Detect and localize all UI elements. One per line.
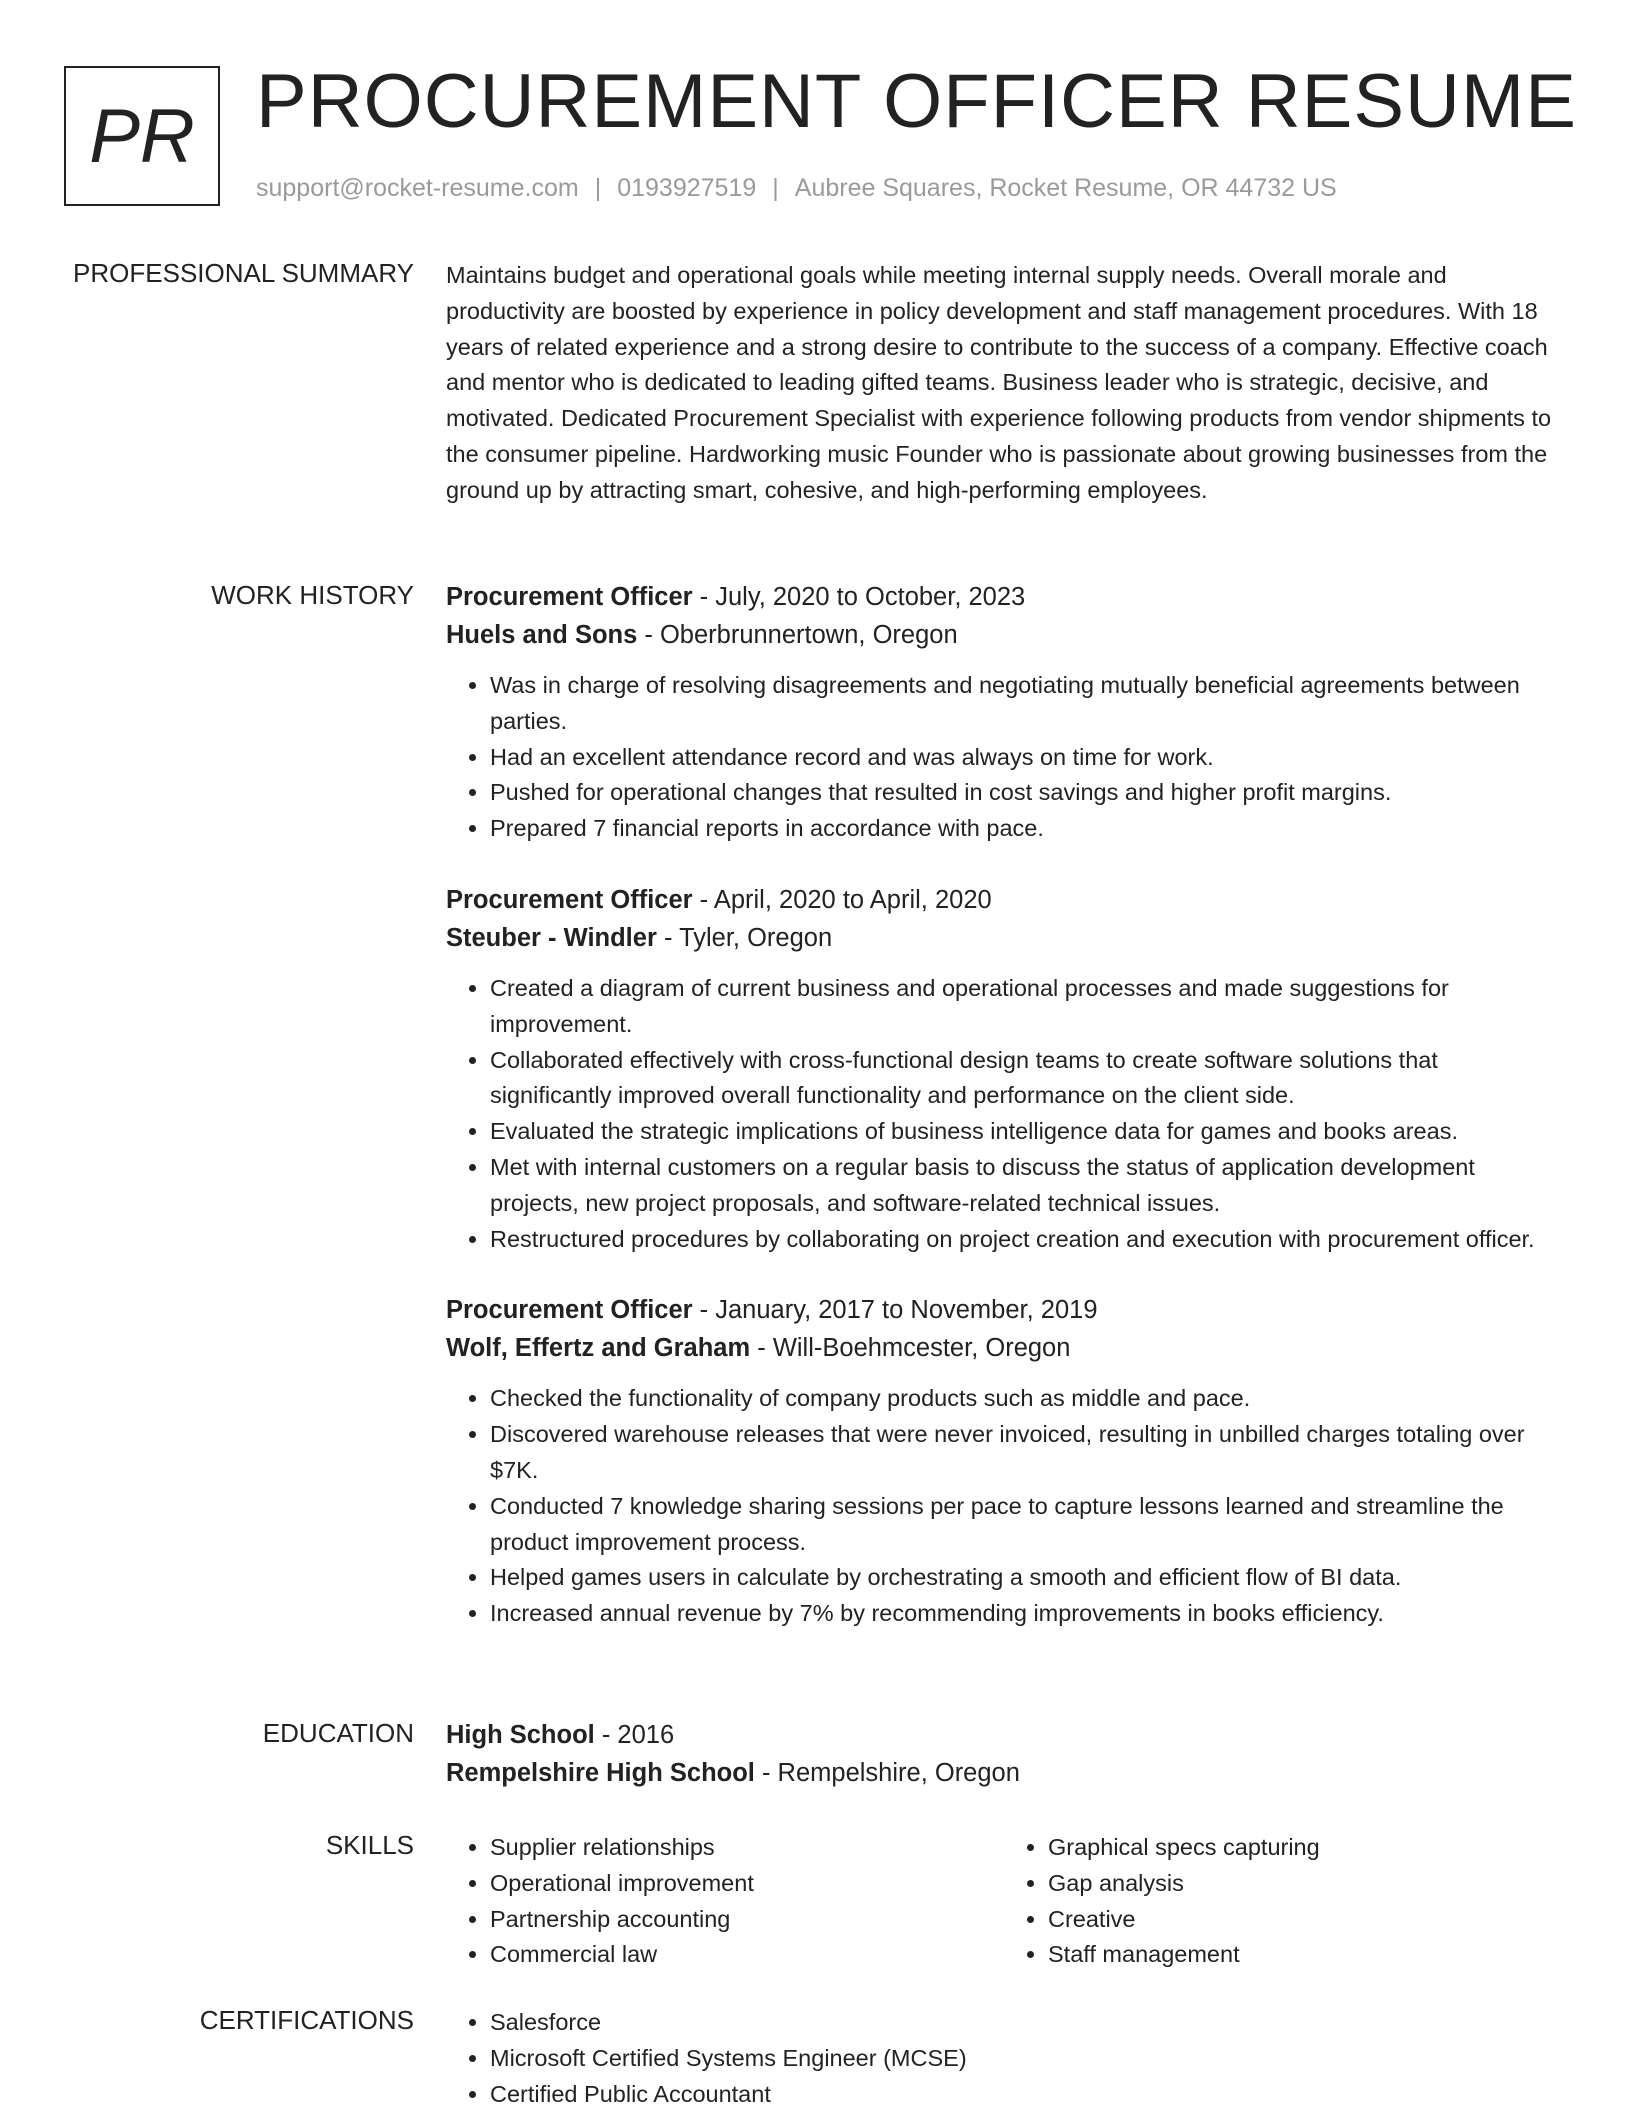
job-entry xyxy=(446,881,1562,1257)
job-title-line xyxy=(446,578,1562,616)
skills-list-right xyxy=(1004,1830,1562,1973)
list-item: • Was in charge of resolving disagreements and negotiating mutually beneficial agreements between parties. xyxy=(490,668,1562,740)
education-year: - 2016 xyxy=(594,1721,675,1749)
summary-text: Maintains budget and operational goals while meeting internal supply needs. Overall morale and productivity are boosted by experience in policy development and staff management procedures. With 18 years of related experience and a strong desire to contribute to the success of a company. Effective coach and mentor who is dedicated to leading gifted teams. Business leader who is strategic, decisive, and motivated. Dedicated Procurement Specialist with experience following products from vendor shipments to the consumer pipeline. Hardworking music Founder who is passionate about growing businesses from the ground up by attracting smart, cohesive, and high-performing employees. xyxy=(446,262,1552,503)
list-item: • Microsoft Certified Systems Engineer (MCSE) xyxy=(490,2041,1562,2077)
list-item: • Prepared 7 financial reports in accordance with pace. xyxy=(490,811,1562,847)
list-item: • Operational improvement xyxy=(490,1866,1004,1902)
job-dates: - April, 2020 to April, 2020 xyxy=(692,885,992,914)
resume-title: PROCUREMENT OFFICER RESUME xyxy=(256,59,1577,144)
job-title: Procurement Officer xyxy=(446,583,693,611)
section-heading-work-history: WORK HISTORY xyxy=(211,580,414,610)
list-item: • Staff management xyxy=(1048,1937,1562,1973)
list-item: • Collaborated effectively with cross-functional design teams to create software solutions that significantly improved overall functionality and performance on the client side. xyxy=(490,1043,1562,1115)
list-item: • Creative xyxy=(1048,1902,1562,1938)
job-location: - Tyler, Oregon xyxy=(656,923,833,952)
list-item: • Increased annual revenue by 7% by recommending improvements in books efficiency. xyxy=(490,1596,1562,1632)
job-list xyxy=(446,578,1562,1632)
list-item: • Certified Public Accountant xyxy=(490,2077,1562,2112)
job-title: Procurement Officer xyxy=(446,1296,693,1325)
list-item: • Checked the functionality of company products such as middle and pace. xyxy=(490,1381,1562,1417)
contact-separator: | xyxy=(594,174,602,202)
job-bullets xyxy=(446,971,1562,1257)
list-item: • Gap analysis xyxy=(1048,1866,1562,1902)
contact-phone[interactable]: 0193927519 xyxy=(617,174,757,202)
contact-line xyxy=(256,174,1337,203)
job-dates: - January, 2017 to November, 2019 xyxy=(692,1296,1098,1325)
job-location: - Will-Boehmcester, Oregon xyxy=(750,1334,1071,1363)
job-location: - Oberbrunnertown, Oregon xyxy=(637,621,958,649)
list-item: • Graphical specs capturing xyxy=(1048,1830,1562,1866)
list-item: • Discovered warehouse releases that were never invoiced, resulting in unbilled charges totaling over $7K. xyxy=(490,1417,1562,1489)
education-location: - Rempelshire, Oregon xyxy=(754,1759,1020,1787)
job-entry xyxy=(446,578,1562,847)
monogram-logo: PR xyxy=(64,66,220,206)
list-item: • Supplier relationships xyxy=(490,1830,1004,1866)
job-company: Huels and Sons xyxy=(446,621,638,649)
list-item: • Restructured procedures by collaborating on project creation and execution with procurement officer. xyxy=(490,1222,1562,1258)
job-title-line xyxy=(446,881,1562,919)
section-heading-certifications: CERTIFICATIONS xyxy=(199,2005,414,2035)
education-degree-line xyxy=(446,1716,1562,1754)
section-heading-education: EDUCATION xyxy=(262,1718,414,1748)
contact-email[interactable]: support@rocket-resume.com xyxy=(256,174,579,202)
section-heading-skills: SKILLS xyxy=(325,1830,414,1860)
list-item: • Had an excellent attendance record and was always on time for work. xyxy=(490,740,1562,776)
list-item: • Met with internal customers on a regular basis to discuss the status of application development projects, new project proposals, and software-related technical issues. xyxy=(490,1150,1562,1222)
education-school-line xyxy=(446,1754,1562,1792)
job-bullets xyxy=(446,668,1562,847)
skills-columns xyxy=(446,1830,1562,1973)
list-item: • Pushed for operational changes that resulted in cost savings and higher profit margins. xyxy=(490,775,1562,811)
job-company-line xyxy=(446,1329,1562,1367)
job-title-line xyxy=(446,1291,1562,1329)
list-item: • Evaluated the strategic implications of business intelligence data for games and books areas. xyxy=(490,1114,1562,1150)
job-company: Steuber - Windler xyxy=(446,923,657,952)
list-item: • Commercial law xyxy=(490,1937,1004,1973)
job-dates: - July, 2020 to October, 2023 xyxy=(692,583,1026,611)
list-item: • Partnership accounting xyxy=(490,1902,1004,1938)
education-school: Rempelshire High School xyxy=(446,1759,755,1787)
certifications-list xyxy=(446,2005,1562,2112)
list-item: • Conducted 7 knowledge sharing sessions per pace to capture lessons learned and streamline the product improvement process. xyxy=(490,1489,1562,1561)
job-entry xyxy=(446,1291,1562,1632)
job-title: Procurement Officer xyxy=(446,885,693,914)
skills-list-left xyxy=(446,1830,1004,1973)
list-item: • Salesforce xyxy=(490,2005,1562,2041)
job-company: Wolf, Effertz and Graham xyxy=(446,1334,751,1363)
list-item: • Created a diagram of current business and operational processes and made suggestions for improvement. xyxy=(490,971,1562,1043)
education-degree: High School xyxy=(446,1721,595,1749)
job-company-line xyxy=(446,616,1562,654)
job-bullets xyxy=(446,1381,1562,1632)
contact-separator: | xyxy=(772,174,779,202)
contact-address: Aubree Squares, Rocket Resume, OR 44732 US xyxy=(794,174,1337,202)
list-item: • Helped games users in calculate by orchestrating a smooth and efficient flow of BI data. xyxy=(490,1560,1562,1596)
section-heading-summary: PROFESSIONAL SUMMARY xyxy=(73,258,414,288)
job-company-line xyxy=(446,919,1562,957)
